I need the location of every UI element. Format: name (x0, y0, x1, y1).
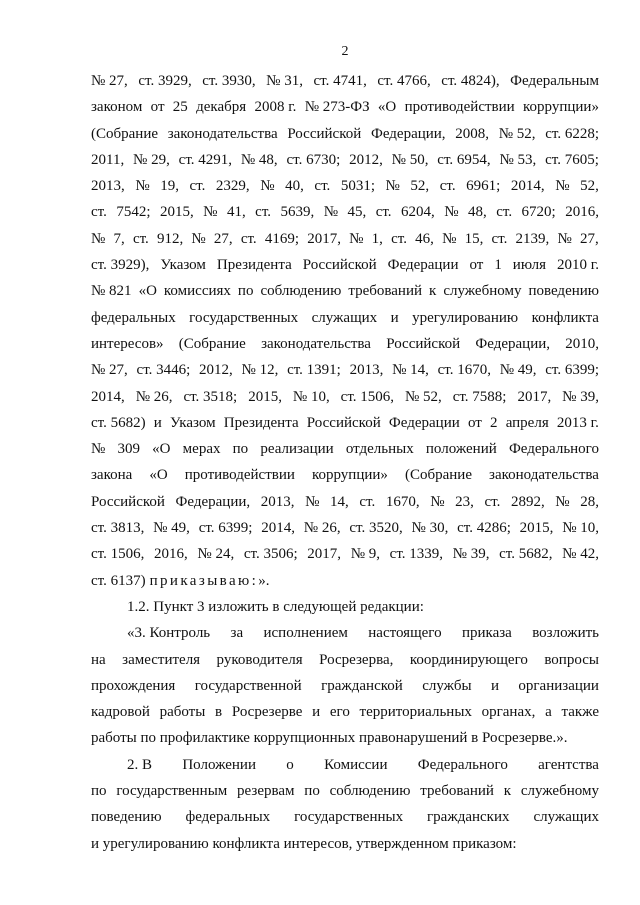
word: 2 (490, 414, 498, 431)
word: 7542; (116, 204, 151, 221)
word: государственным (116, 783, 228, 800)
word: № 821 (91, 283, 132, 300)
word: № 49, (153, 520, 190, 537)
word: мерах (182, 441, 221, 458)
word: 5639, (280, 204, 315, 221)
word: ст. (132, 230, 149, 247)
text-line (91, 725, 599, 751)
word: координирующего (409, 651, 528, 668)
word: Федерального (417, 756, 508, 773)
word: 2013 г. (556, 414, 599, 431)
word: ст. (314, 178, 331, 195)
word: Федерации, (370, 125, 446, 142)
text-line (91, 699, 599, 725)
word: 6204, (401, 204, 435, 221)
word: 28, (580, 493, 599, 510)
word: № (430, 493, 445, 510)
word: № 30, (411, 520, 449, 537)
word: требований (348, 283, 423, 300)
word: интересов» (91, 335, 164, 352)
word: законом (91, 99, 143, 116)
word: Федерации (388, 414, 460, 431)
word: ст. 1506, (340, 388, 394, 405)
text-line (91, 462, 599, 488)
word: ст. 3929, (138, 73, 192, 89)
word: Указом (160, 257, 206, 274)
word: о (286, 756, 294, 773)
word: прохождения (91, 677, 176, 694)
word: 2015, (159, 204, 194, 221)
word: № (557, 230, 572, 247)
text-line (91, 436, 599, 462)
word: 41, (226, 204, 246, 221)
word: 2013, (91, 178, 125, 195)
word: положений (425, 441, 497, 458)
word: № 39, (452, 546, 490, 563)
word: Российской (287, 125, 362, 142)
word: № 29, (133, 151, 170, 168)
text-line (91, 199, 599, 225)
word: (Собрание (178, 335, 246, 352)
word: № (203, 204, 218, 221)
word: Федерального (508, 441, 599, 458)
word: ст. 1391; (287, 362, 341, 379)
word: 2329, (215, 178, 250, 195)
word: комиссиях (163, 283, 231, 300)
word: также (561, 704, 599, 721)
word: 52, (410, 178, 430, 195)
word: государственных (294, 809, 404, 826)
word: № 27, (91, 362, 128, 379)
word: № (135, 178, 150, 195)
text-line (91, 305, 599, 331)
word: вопросы (544, 651, 599, 668)
word: ст. 3929), (91, 257, 150, 274)
word: № (91, 441, 106, 458)
word: 45, (347, 204, 367, 221)
word: Комиссии (324, 756, 388, 773)
line-text: работы по профилактике коррупционных правонарушений в Росрезерве.». (91, 730, 568, 747)
word: «О (149, 467, 168, 484)
text-line (91, 620, 599, 646)
word: 2014, (510, 178, 545, 195)
word: № 48, (240, 151, 278, 168)
word: службы (422, 677, 472, 694)
word: № 12, (241, 362, 279, 379)
text-line (91, 226, 599, 252)
word: его (329, 704, 350, 721)
text-line (91, 673, 599, 699)
word: ст. 3518; (183, 388, 238, 405)
word: 25 (172, 99, 188, 116)
word: Российской (306, 414, 381, 431)
word: 2012, (349, 151, 383, 168)
word: № 53, (499, 151, 537, 168)
word: Росрезерва, (319, 651, 394, 668)
word: агентства (538, 756, 599, 773)
word: резервам (237, 783, 295, 800)
word: к (429, 283, 437, 300)
word: на (91, 651, 106, 668)
word: ст. (375, 204, 392, 221)
text-line (91, 541, 599, 567)
word: 2012, (199, 362, 233, 379)
word: ст. (391, 230, 407, 247)
text-line (91, 647, 599, 673)
paragraph-item-3-quote (91, 620, 599, 751)
text-line (91, 121, 599, 147)
word: Федерации, (475, 335, 550, 352)
word: № 49, (499, 362, 537, 379)
word: Президента (223, 414, 299, 431)
word: № (323, 204, 339, 221)
word: от (150, 99, 165, 116)
text-line (91, 489, 599, 515)
word: № 39, (562, 388, 599, 405)
word: поведению (528, 283, 599, 300)
word: законодательства (167, 125, 278, 142)
word: и (153, 414, 162, 431)
word: «О (377, 99, 397, 116)
word: 6961; (466, 178, 501, 195)
word: за (230, 625, 244, 642)
word: «О (138, 283, 157, 300)
word: Положении (182, 756, 256, 773)
word: закона (91, 467, 133, 484)
word: ст. (491, 230, 508, 247)
word: реализации (260, 441, 334, 458)
word: № (555, 493, 570, 510)
word: ст. 4741, (313, 73, 367, 89)
word: приказа (461, 625, 512, 642)
word: ст. 3506; (243, 546, 298, 563)
word: федеральных (91, 309, 176, 326)
word: Федерации (387, 257, 459, 274)
word: служебному (443, 283, 522, 300)
word: ст. 1506, (91, 546, 145, 563)
word: ст. 6399; (545, 362, 599, 379)
word: руководителя (216, 651, 303, 668)
word: Федеральным (510, 73, 599, 89)
text-line (91, 173, 599, 199)
word: законодательства (489, 467, 599, 484)
word: 2139, (515, 230, 550, 247)
word: ст. 6228; (545, 125, 599, 142)
word: Указом (170, 414, 216, 431)
text-line (91, 252, 599, 278)
word: государственной (194, 677, 302, 694)
text-line (91, 831, 599, 857)
word: ст. 1670, (437, 362, 491, 379)
word: № 50, (391, 151, 429, 168)
word: Президента (216, 257, 292, 274)
word: 14, (330, 493, 349, 510)
word: организации (518, 677, 599, 694)
text-line (91, 384, 599, 410)
word: ст. 4286; (457, 520, 511, 537)
word: ст. 6137) (91, 572, 146, 589)
word: служащих (533, 809, 599, 826)
word: 2008, (455, 125, 490, 142)
word: № (260, 178, 275, 195)
word: 2017, (307, 230, 341, 247)
word: Российской (91, 493, 165, 510)
word: № 52, (498, 125, 536, 142)
word: настоящего (368, 625, 442, 642)
text-line (91, 278, 599, 304)
paragraph-item-1-2 (91, 594, 599, 620)
word: 27, (579, 230, 599, 247)
word: 2014, (91, 388, 125, 405)
line-text: и урегулированию конфликта интересов, утвержденном приказом: (91, 835, 517, 852)
word: ст. 3813, (91, 520, 145, 537)
word: ст. 6954, (437, 151, 491, 168)
word: № 42, (562, 546, 599, 563)
word: по (304, 783, 320, 800)
word: служебному (520, 783, 599, 800)
word: № (91, 230, 106, 247)
word: противодействии (404, 99, 515, 116)
word: 1 (494, 257, 502, 274)
word: 4169; (264, 230, 300, 247)
word: № (385, 178, 400, 195)
word: ст. 4824), (441, 73, 500, 89)
text-line (91, 568, 599, 594)
word: 15, (464, 230, 484, 247)
word: ст. (91, 204, 107, 221)
word: федеральных (185, 809, 271, 826)
text-line (91, 331, 599, 357)
word: № 9, (350, 546, 381, 563)
word: ст. (255, 204, 272, 221)
word: конфликта (531, 309, 599, 326)
text-line (91, 594, 599, 620)
word: ». (258, 572, 270, 589)
word: 2016, (565, 204, 599, 221)
word: 48, (468, 204, 487, 221)
word: № 14, (392, 362, 429, 379)
word: возложить (532, 625, 599, 642)
word: от (469, 257, 484, 274)
word: а (545, 704, 552, 721)
word: № (305, 493, 320, 510)
word: по (237, 283, 254, 300)
word: ст. (484, 493, 501, 510)
word: противодействии (184, 467, 295, 484)
word: ст. 5682, (499, 546, 553, 563)
word: соблюдению (260, 283, 342, 300)
text-line (91, 357, 599, 383)
text-line (91, 147, 599, 173)
word: декабря (196, 99, 247, 116)
word: Росрезерве (231, 704, 303, 721)
text-line (91, 778, 599, 804)
word: ст. 7588; (452, 388, 507, 405)
word: июля (512, 257, 547, 274)
word: ст. 6730; (286, 151, 341, 168)
word: 7, (113, 230, 125, 247)
word: отдельных (345, 441, 414, 458)
word: и (312, 704, 321, 721)
word: ст. 1339, (389, 546, 444, 563)
word: ст. 6399; (198, 520, 253, 537)
word: ст. (240, 230, 257, 247)
word: № (444, 204, 459, 221)
word: (Собрание (404, 467, 472, 484)
word: ст. (439, 178, 456, 195)
line-text: 1.2. Пункт 3 изложить в следующей редакции: (127, 598, 424, 615)
word: апреля (505, 414, 549, 431)
word: № 26, (303, 520, 341, 537)
word: 912, (156, 230, 184, 247)
word: № (442, 230, 457, 247)
word: «О (152, 441, 171, 458)
word: и (490, 677, 499, 694)
word: ст. 5682) (91, 414, 146, 431)
word: 2017, (517, 388, 552, 405)
word: Федерации, (175, 493, 251, 510)
text-line (91, 752, 599, 778)
word: по (91, 783, 107, 800)
word: № 52, (404, 388, 442, 405)
word: Российской (302, 257, 377, 274)
word: 2. В (127, 756, 153, 773)
word: 2015, (248, 388, 282, 405)
word: ст. (359, 493, 376, 510)
word: 2892, (510, 493, 545, 510)
word: № 26, (135, 388, 173, 405)
text-line (91, 804, 599, 830)
word: 2011, (91, 151, 125, 168)
word: 309 (117, 441, 140, 458)
page-number: 2 (341, 44, 349, 59)
word: № (555, 178, 570, 195)
word: ст. (189, 178, 206, 195)
paragraph-preamble-continuation (91, 68, 599, 594)
word: коррупции» (523, 99, 599, 116)
word: гражданской (321, 677, 403, 694)
word: ст. 4291, (178, 151, 233, 168)
word: органах, (481, 704, 536, 721)
word: ст. 4766, (377, 73, 431, 89)
word: исполнением (263, 625, 348, 642)
word: 2008 г. (254, 99, 297, 116)
word: заместителя (122, 651, 201, 668)
word: 40, (285, 178, 304, 195)
word: коррупции» (311, 467, 388, 484)
word: 2014, (261, 520, 296, 537)
word: 1670, (385, 493, 420, 510)
word: ст. 7605; (545, 151, 599, 168)
word: № (349, 230, 364, 247)
paragraph-item-2 (91, 752, 599, 857)
word: к (503, 783, 512, 800)
word: № 10, (562, 520, 599, 537)
word: 23, (455, 493, 474, 510)
word: 2013, (349, 362, 384, 379)
word: 5031; (340, 178, 375, 195)
word: соблюдению (329, 783, 411, 800)
word: № 27, (91, 73, 128, 89)
word: законодательства (261, 335, 371, 352)
word: № 273-ФЗ (304, 99, 370, 116)
word: служащих (311, 309, 378, 326)
word: 2016, (154, 546, 188, 563)
word: по (232, 441, 249, 458)
word: 19, (160, 178, 179, 195)
word: ст. 3930, (202, 73, 256, 89)
text-line (91, 515, 599, 541)
word: ст. 3446; (136, 362, 191, 379)
word: «3. Контроль (127, 625, 211, 642)
document-body (91, 68, 599, 857)
word: 2010, (565, 335, 599, 352)
word: урегулированию (412, 309, 519, 326)
word: кадровой (91, 704, 150, 721)
word: № (191, 230, 206, 247)
spaced-word: приказываю: (149, 572, 259, 589)
word: государственных (189, 309, 299, 326)
word: ст. (496, 204, 513, 221)
word: № 31, (266, 73, 303, 89)
word: 1, (371, 230, 383, 247)
word: территориальных (359, 704, 472, 721)
word: и (390, 309, 399, 326)
word: 2010 г. (557, 257, 599, 274)
text-line (91, 94, 599, 120)
word: 2013, (260, 493, 295, 510)
word: 52, (580, 178, 599, 195)
word: № 10, (292, 388, 330, 405)
word: 46, (415, 230, 434, 247)
word: гражданских (427, 809, 510, 826)
text-line (91, 68, 599, 94)
word: № 24, (197, 546, 235, 563)
word: в (215, 704, 223, 721)
word: ст. 3520, (349, 520, 403, 537)
word: требований (420, 783, 494, 800)
word: поведению (91, 809, 162, 826)
word: 2015, (519, 520, 554, 537)
text-line (91, 410, 599, 436)
word: 2017, (307, 546, 342, 563)
word: 6720; (521, 204, 556, 221)
word: работы (159, 704, 206, 721)
word: 27, (213, 230, 233, 247)
word: от (467, 414, 482, 431)
word: Российской (386, 335, 461, 352)
word: (Собрание (91, 125, 159, 142)
